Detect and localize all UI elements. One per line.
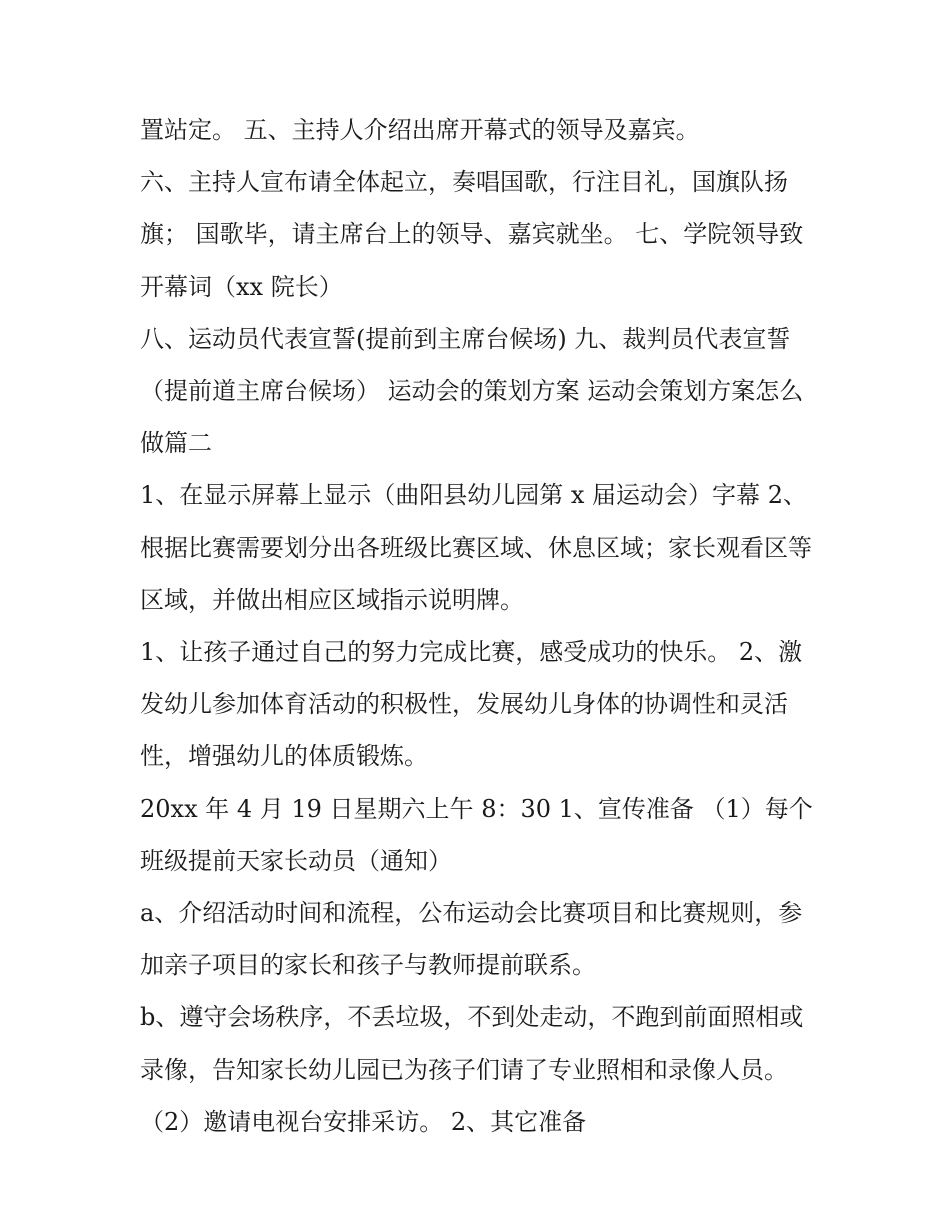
paragraph-8: b、遵守会场秩序，不丢垃圾，不到处走动，不跑到前面照相或录像，告知家长幼儿园已为孩子们请了专业照相和录像人员。 （2）邀请电视台安排采访。 2、其它准备 — [140, 1003, 804, 1136]
paragraph-2: 六、主持人宣布请全体起立，奏唱国歌，行注目礼，国旗队扬旗； 国歌毕，请主席台上的领导、嘉宾就坐。 七、学院领导致开幕词（xx 院长） — [140, 168, 804, 301]
paragraph-3: 八、运动员代表宣誓(提前到主席台候场) 九、裁判员代表宣誓（提前道主席台候场） 运动会的策划方案 运动会策划方案怎么做篇二 — [140, 324, 804, 458]
paragraph-4: 1、在显示屏幕上显示（曲阳县幼儿园第 x 届运动会）字幕 2、根据比赛需要划分出各班级比赛区域、休息区域；家长观看区等区域，并做出相应区域指示说明牌。 — [140, 481, 812, 614]
document-body — [140, 104, 820, 1148]
paragraph-6: 20xx 年 4 月 19 日星期六上午 8：30 1、宣传准备 （1）每个班级提前天家长动员（通知） — [140, 794, 813, 875]
paragraph-5: 1、让孩子通过自己的努力完成比赛，感受成功的快乐。 2、激发幼儿参加体育活动的积极性，发展幼儿身体的协调性和灵活性，增强幼儿的体质锻炼。 — [140, 638, 803, 771]
paragraph-1: 置站定。 五、主持人介绍出席开幕式的领导及嘉宾。 — [140, 116, 700, 144]
paragraph-7: a、介绍活动时间和流程，公布运动会比赛项目和比赛规则，参加亲子项目的家长和孩子与教师提前联系。 — [140, 899, 803, 980]
